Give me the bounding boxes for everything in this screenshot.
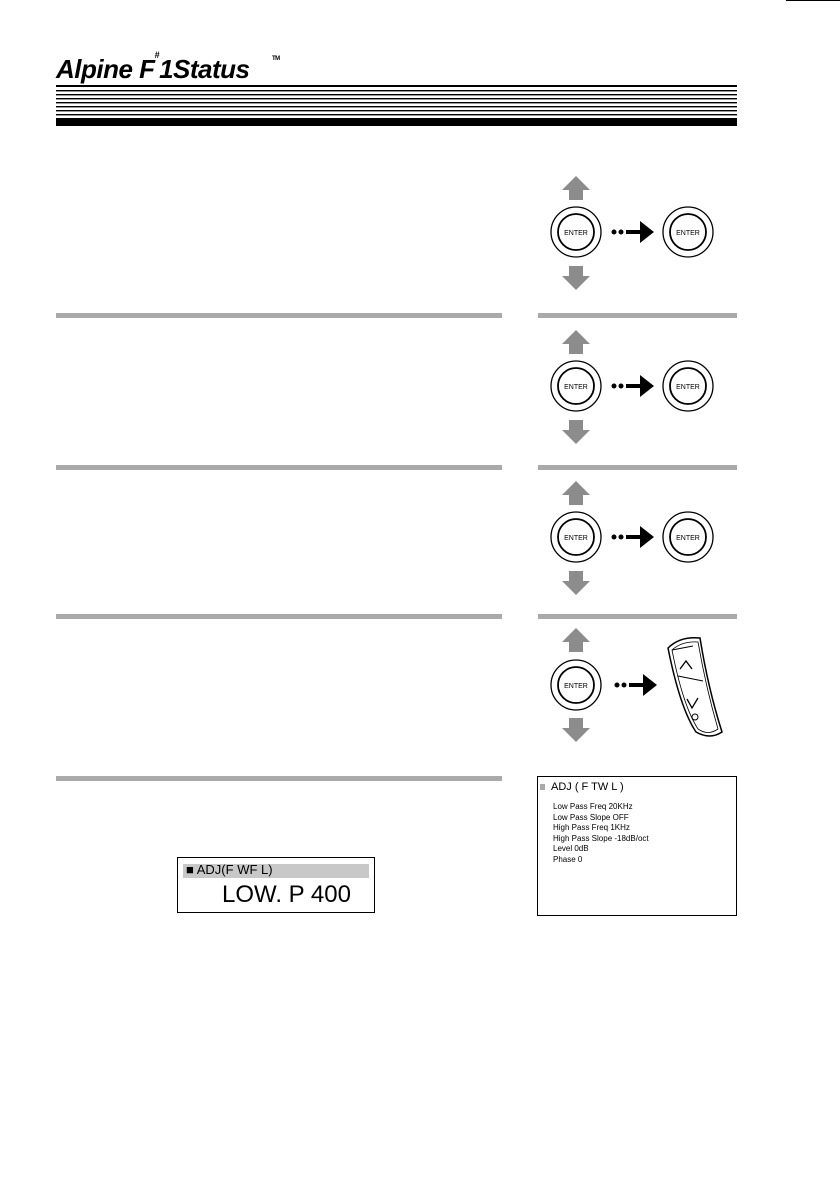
enter-button-label: ENTER	[564, 535, 588, 542]
header-stripes	[56, 85, 737, 126]
lcd-setting-line: Level 0dB	[553, 844, 589, 853]
lcd-setting-line: High Pass Slope -18dB/oct	[553, 833, 649, 843]
crop-mark	[786, 0, 840, 1]
lcd-setting-line: Phase 0	[553, 854, 583, 864]
section-divider	[56, 465, 502, 470]
enter-illustration-1	[540, 176, 740, 290]
section-divider	[538, 465, 737, 470]
lcd-display-small	[177, 857, 375, 913]
section-divider	[56, 614, 502, 619]
lcd-header: ADJ ( F TW L )	[551, 781, 624, 793]
enter-illustration-3	[540, 481, 740, 595]
lcd-setting-line: Low Pass Freq 20KHz	[553, 802, 633, 811]
enter-button-label: ENTER	[564, 230, 588, 237]
lcd-line-1: ■ ADJ(F WF L)	[186, 862, 273, 877]
section-divider	[538, 614, 737, 619]
enter-illustration-2	[540, 330, 740, 444]
enter-button-label: ENTER	[564, 683, 588, 690]
lcd-line-2: LOW. P 400	[222, 881, 351, 908]
lcd-setting-line: Low Pass Slope OFF	[553, 812, 629, 822]
enter-button-label: ENTER	[564, 384, 588, 391]
rocker-switch-icon	[668, 638, 722, 736]
indicator-square	[540, 784, 545, 790]
lcd-setting-line: High Pass Freq 1KHz	[553, 823, 630, 832]
section-divider	[56, 313, 502, 318]
brand-logo: Alpine F#1Status TM	[56, 50, 280, 84]
section-divider	[538, 313, 737, 318]
section-divider	[56, 776, 502, 781]
enter-button-label: ENTER	[676, 230, 700, 237]
enter-button-label: ENTER	[676, 535, 700, 542]
enter-rocker-illustration	[540, 628, 740, 742]
enter-button-label: ENTER	[676, 384, 700, 391]
lcd-display-large	[537, 776, 737, 916]
